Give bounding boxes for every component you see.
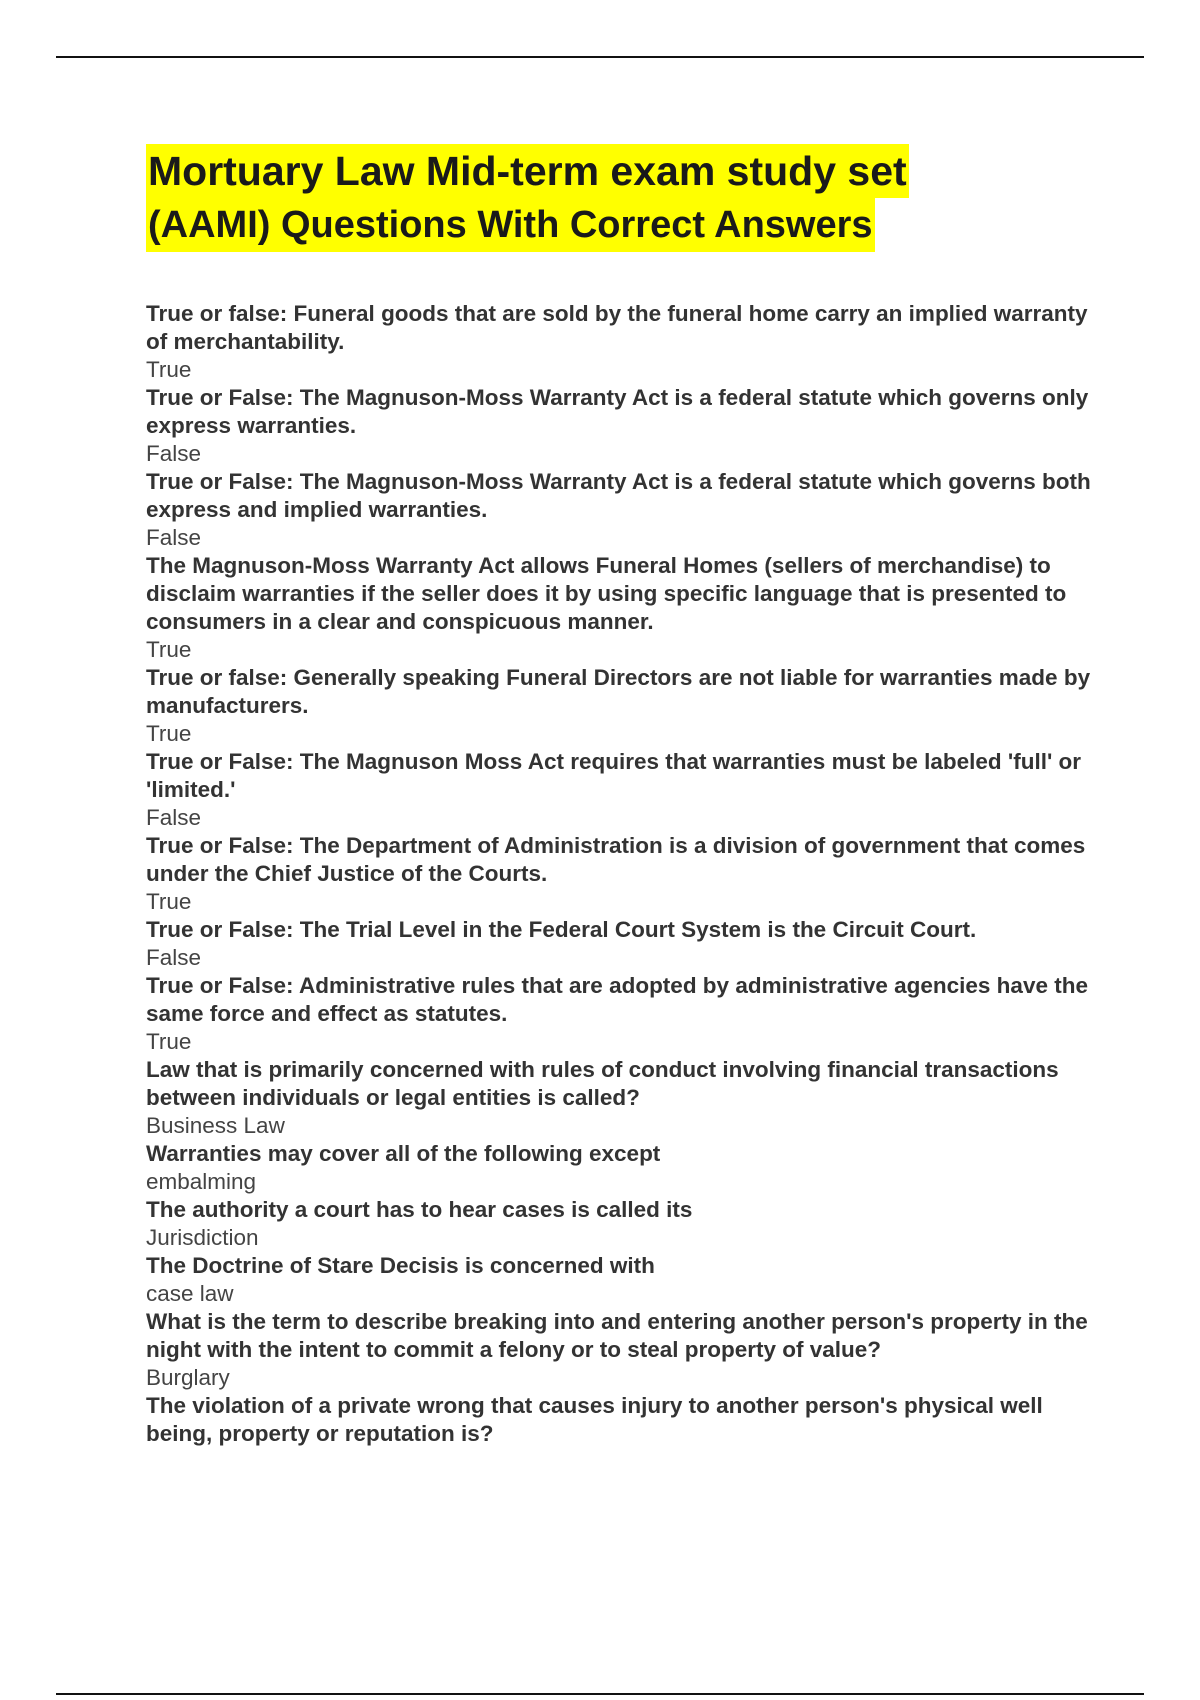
- question-14: What is the term to describe breaking into and entering another person's property in the night with the intent to commit a felony or to steal property of value?: [146, 1309, 1088, 1362]
- question-9: True or False: Administrative rules that are adopted by administrative agencies have the same force and effect as statutes.: [146, 973, 1088, 1026]
- answer-10: Business Law: [146, 1113, 285, 1138]
- answer-12: Jurisdiction: [146, 1225, 259, 1250]
- question-2: True or False: The Magnuson-Moss Warranty Act is a federal statute which governs only express warranties.: [146, 385, 1089, 438]
- title-line-1: Mortuary Law Mid-term exam study set: [146, 144, 909, 198]
- answer-7: True: [146, 889, 192, 914]
- question-13: The Doctrine of Stare Decisis is concerned with: [146, 1253, 655, 1278]
- question-7: True or False: The Department of Administration is a division of government that comes under the Chief Justice of the Courts.: [146, 833, 1086, 886]
- question-3: True or False: The Magnuson-Moss Warranty Act is a federal statute which governs both express and implied warranties.: [146, 469, 1091, 522]
- answer-3: False: [146, 525, 202, 550]
- question-1: True or false: Funeral goods that are sold by the funeral home carry an implied warranty of merchantability.: [146, 301, 1088, 354]
- bottom-rule: [56, 1693, 1144, 1695]
- question-11: Warranties may cover all of the following except: [146, 1141, 661, 1166]
- question-15: The violation of a private wrong that causes injury to another person's physical well being, property or reputation is?: [146, 1393, 1043, 1446]
- answer-2: False: [146, 441, 202, 466]
- question-10: Law that is primarily concerned with rules of conduct involving financial transactions between individuals or legal entities is called?: [146, 1057, 1059, 1110]
- answer-13: case law: [146, 1281, 234, 1306]
- question-6: True or False: The Magnuson Moss Act requires that warranties must be labeled 'full' or 'limited.': [146, 749, 1082, 802]
- question-12: The authority a court has to hear cases is called its: [146, 1197, 693, 1222]
- answer-4: True: [146, 637, 192, 662]
- answer-8: False: [146, 945, 202, 970]
- answer-1: True: [146, 357, 192, 382]
- document-title: [146, 144, 1106, 252]
- title-line-2: (AAMI) Questions With Correct Answers: [146, 198, 875, 252]
- answer-14: Burglary: [146, 1365, 230, 1390]
- answer-6: False: [146, 805, 202, 830]
- answer-9: True: [146, 1029, 192, 1054]
- question-8: True or False: The Trial Level in the Federal Court System is the Circuit Court.: [146, 917, 977, 942]
- question-5: True or false: Generally speaking Funeral Directors are not liable for warranties made by manufacturers.: [146, 665, 1091, 718]
- question-4: The Magnuson-Moss Warranty Act allows Funeral Homes (sellers of merchandise) to disclaim warranties if the seller does it by using specific language that is presented to consumers in a clear and conspicuous manner.: [146, 553, 1067, 634]
- answer-11: embalming: [146, 1169, 257, 1194]
- answer-5: True: [146, 721, 192, 746]
- qa-list: [146, 300, 1096, 1448]
- top-rule: [56, 56, 1144, 58]
